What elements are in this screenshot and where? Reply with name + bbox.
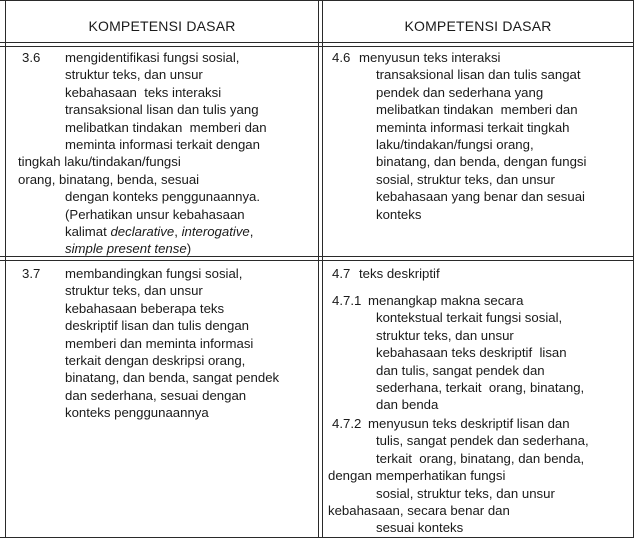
kd-4-7-1-line: kebahasaan teks deskriptif lisan bbox=[376, 345, 567, 361]
header-bottom-border-2 bbox=[0, 46, 634, 47]
kd-3-6-line-mixed bbox=[65, 223, 253, 240]
kd-4-7-1-line: dan tulis, sangat pendek dan bbox=[376, 362, 545, 378]
kd-3-6-line-mixed bbox=[65, 240, 191, 257]
kd-3-6-text: , bbox=[249, 224, 254, 239]
kd-4-6-line: pendek dan sederhana yang bbox=[376, 84, 544, 100]
kd-4-7-2-line: sesuai konteks bbox=[376, 520, 464, 536]
table-right-border bbox=[633, 0, 634, 538]
kd-4-6-line: konteks bbox=[376, 206, 422, 222]
kd-3-7-line: konteks penggunaannya bbox=[65, 405, 209, 421]
kd-3-6-line: mengidentifikasi fungsi sosial, bbox=[65, 50, 240, 65]
table-left-border bbox=[5, 0, 6, 538]
kd-4-7-1-line: struktur teks, dan unsur bbox=[376, 327, 514, 343]
kd-4-6-line: transaksional lisan dan tulis sangat bbox=[376, 67, 581, 83]
kd-3-6-italic: simple present tense bbox=[65, 241, 187, 257]
kd-3-6-italic: interogative bbox=[181, 224, 250, 239]
kd-3-6-line: tingkah laku/tindakan/fungsi bbox=[18, 154, 181, 170]
kd-3-7-line: dan sederhana, sesuai dengan bbox=[65, 387, 247, 403]
kd-4-6-line: binatang, dan benda, dengan fungsi bbox=[376, 154, 587, 170]
kd-number-4-6: 4.6 bbox=[332, 50, 351, 65]
kd-4-7-2-line: tulis, sangat pendek dan sederhana, bbox=[376, 433, 589, 449]
kd-4-6-line: menyusun teks interaksi bbox=[359, 50, 501, 65]
kd-3-7-line: kebahasaan beberapa teks bbox=[65, 300, 225, 316]
header-bottom-border bbox=[0, 42, 634, 43]
kd-number-3-7: 3.7 bbox=[22, 266, 41, 281]
kd-4-7-2-line: sosial, struktur teks, dan unsur bbox=[376, 485, 555, 501]
kd-3-7-line: memberi dan meminta informasi bbox=[65, 335, 254, 351]
kd-4-7-2-line: menyusun teks deskriptif lisan dan bbox=[368, 416, 570, 431]
kd-3-7-line: struktur teks, dan unsur bbox=[65, 283, 203, 299]
table-top-border bbox=[0, 0, 634, 1]
column-divider-2 bbox=[322, 0, 323, 538]
kd-4-6-line: laku/tindakan/fungsi orang, bbox=[376, 137, 534, 152]
kd-3-6-line: meminta informasi terkait dengan bbox=[65, 137, 260, 152]
kd-4-6-line: melibatkan tindakan memberi dan bbox=[376, 102, 578, 118]
kd-number-4-7: 4.7 bbox=[332, 266, 351, 281]
kd-3-6-text: ) bbox=[186, 241, 192, 257]
kd-3-6-italic: declarative bbox=[110, 224, 175, 239]
row-divider-2 bbox=[0, 260, 634, 261]
kd-3-6-line: kebahasaan teks interaksi bbox=[65, 84, 222, 100]
kd-number-4-7-2: 4.7.2 bbox=[332, 416, 362, 431]
kd-3-6-text: kalimat bbox=[65, 224, 107, 239]
kd-4-7-2-line: kebahasaan, secara benar dan bbox=[328, 503, 510, 518]
kd-4-7-1-line: kontekstual terkait fungsi sosial, bbox=[376, 310, 563, 326]
header-right: KOMPETENSI DASAR bbox=[404, 18, 552, 34]
header-left: KOMPETENSI DASAR bbox=[88, 18, 236, 34]
kd-3-7-line: membandingkan fungsi sosial, bbox=[65, 266, 243, 281]
kd-4-7-1-line: sederhana, terkait orang, binatang, bbox=[376, 380, 585, 395]
kd-4-6-line: meminta informasi terkait tingkah bbox=[376, 119, 570, 135]
kd-3-6-line: dengan konteks penggunaannya. bbox=[65, 189, 261, 205]
kd-3-6-line: transaksional lisan dan tulis yang bbox=[65, 102, 259, 118]
kd-4-6-line: kebahasaan yang benar dan sesuai bbox=[376, 189, 585, 205]
kd-3-7-line: terkait dengan deskripsi orang, bbox=[65, 353, 246, 368]
kd-4-6-line: sosial, struktur teks, dan unsur bbox=[376, 171, 555, 187]
kd-3-7-line: deskriptif lisan dan tulis dengan bbox=[65, 318, 250, 334]
table-bottom-border bbox=[0, 537, 634, 538]
kd-4-7-2-line: terkait orang, binatang, dan benda, bbox=[376, 450, 585, 466]
column-divider bbox=[318, 0, 319, 538]
kd-3-6-line: struktur teks, dan unsur bbox=[65, 67, 203, 83]
kd-3-6-line: orang, binatang, benda, sesuai bbox=[18, 171, 200, 187]
kd-3-6-text: , bbox=[174, 224, 182, 239]
kd-4-7-2-line: dengan memperhatikan fungsi bbox=[328, 468, 506, 484]
kd-4-7-1-line: menangkap makna secara bbox=[368, 293, 524, 308]
kd-3-7-line: binatang, dan benda, sangat pendek bbox=[65, 370, 280, 386]
kd-3-6-line: (Perhatikan unsur kebahasaan bbox=[65, 206, 245, 222]
kd-4-7-heading: teks deskriptif bbox=[359, 266, 440, 281]
kd-3-6-line: melibatkan tindakan memberi dan bbox=[65, 119, 267, 135]
kd-4-7-1-line: dan benda bbox=[376, 397, 439, 413]
kd-number-3-6: 3.6 bbox=[22, 50, 41, 65]
kd-number-4-7-1: 4.7.1 bbox=[332, 293, 362, 308]
